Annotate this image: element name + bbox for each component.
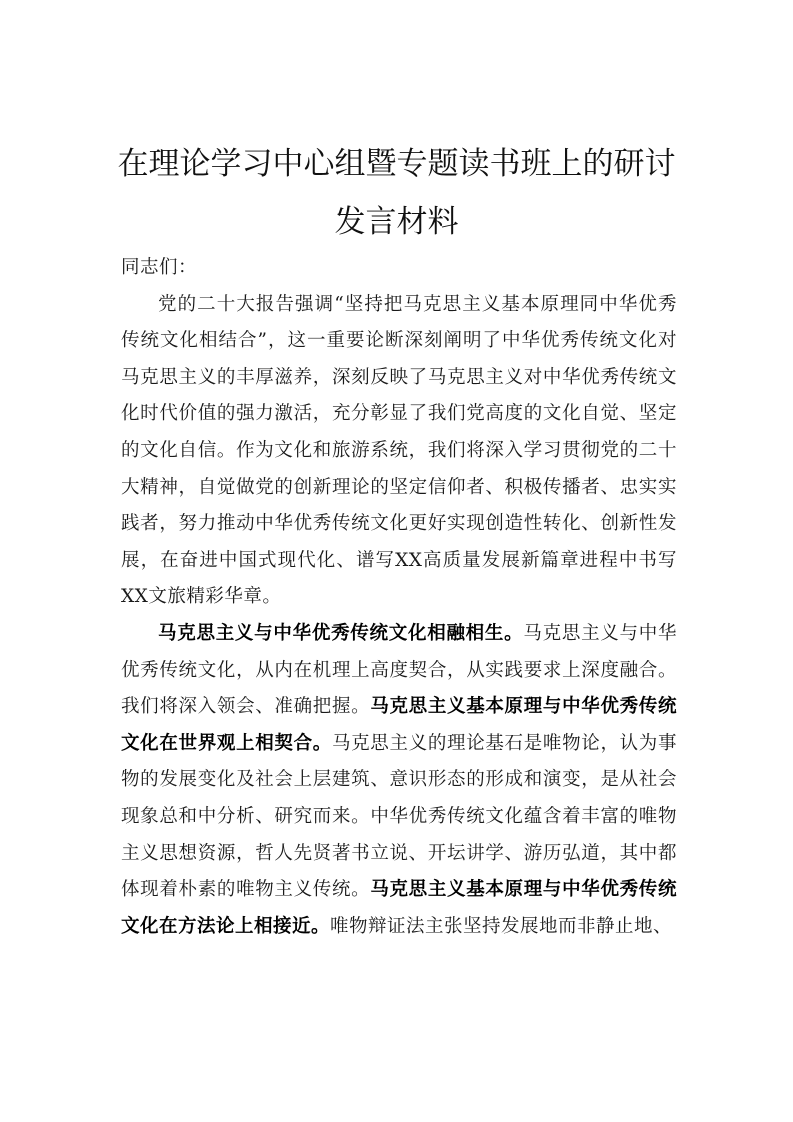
paragraph-heading: 马克思主义与中华优秀传统文化相融相生。	[158, 622, 524, 644]
methodology-text: 唯物辩证法主张坚持发展地而非静止地、	[330, 915, 673, 937]
methodology-heading: 马克思主义基本原理与中华优秀传统文化在方法论上相接近。	[121, 879, 677, 937]
worldview-heading: 马克思主义基本原理与中华优秀传统文化在世界观上相契合。	[121, 696, 677, 754]
document-body	[121, 250, 677, 945]
paragraph-integration	[121, 616, 677, 945]
paragraph-text: 马克思主义与中华优秀传统文化，从内在机理上高度契合，从实践要求上深度融合。我们将深入领会、准确把握。	[121, 622, 677, 718]
greeting: 同志们：	[121, 257, 198, 278]
document-title-line-2: 发言材料	[334, 204, 459, 240]
document-title-line-1: 在理论学习中心组暨专题读书班上的研讨	[117, 146, 676, 182]
worldview-text: 马克思主义的理论基石是唯物论，认为事物的发展变化及社会上层建筑、意识形态的形成和演变，是从社会现象总和中分析、研究而来。中华优秀传统文化蕴含着丰富的唯物主义思想资源，哲人先贤著书立说、开坛讲学、游历弘道，其中都体现着朴素的唯物主义传统。	[121, 732, 677, 901]
paragraph-intro: 党的二十大报告强调“坚持把马克思主义基本原理同中华优秀传统文化相结合”，这一重要论断深刻阐明了中华优秀传统文化对马克思主义的丰厚滋养，深刻反映了马克思主义对中华优秀传统文化时代价值的强力激活，充分彰显了我们党高度的文化自觉、坚定的文化自信。作为文化和旅游系统，我们将深入学习贯彻党的二十大精神，自觉做党的创新理论的坚定信仰者、积极传播者、忠实实践者，努力推动中华优秀传统文化更好实现创造性转化、创新性发展，在奋进中国式现代化、谱写XX高质量发展新篇章进程中书写XX文旅精彩华章。	[121, 293, 677, 608]
